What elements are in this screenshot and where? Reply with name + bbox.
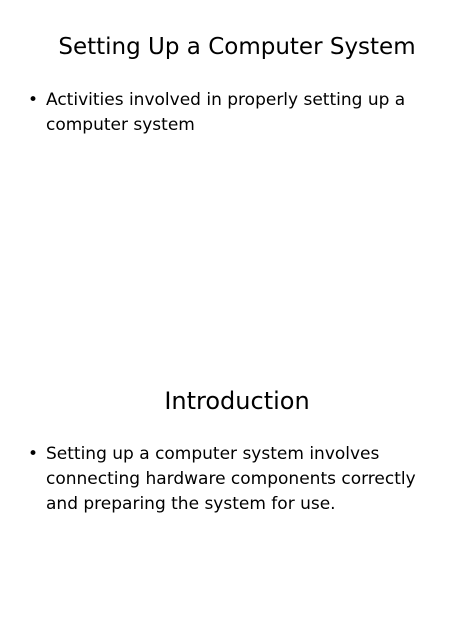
bullet-marker: • [28, 90, 39, 110]
bullet-text: Activities involved in properly setting up a computer system [46, 90, 406, 135]
bullet-item [28, 88, 438, 138]
bullet-item [28, 442, 438, 517]
bullet-list [28, 442, 438, 517]
slide-2 [0, 316, 474, 632]
slide-title: Introduction [164, 387, 310, 415]
bullet-marker: • [28, 444, 39, 464]
bullet-text: Setting up a computer system involves connecting hardware components correctly and preparing the system for use. [46, 444, 416, 514]
bullet-list [28, 88, 438, 138]
slide-title: Setting Up a Computer System [58, 34, 416, 60]
